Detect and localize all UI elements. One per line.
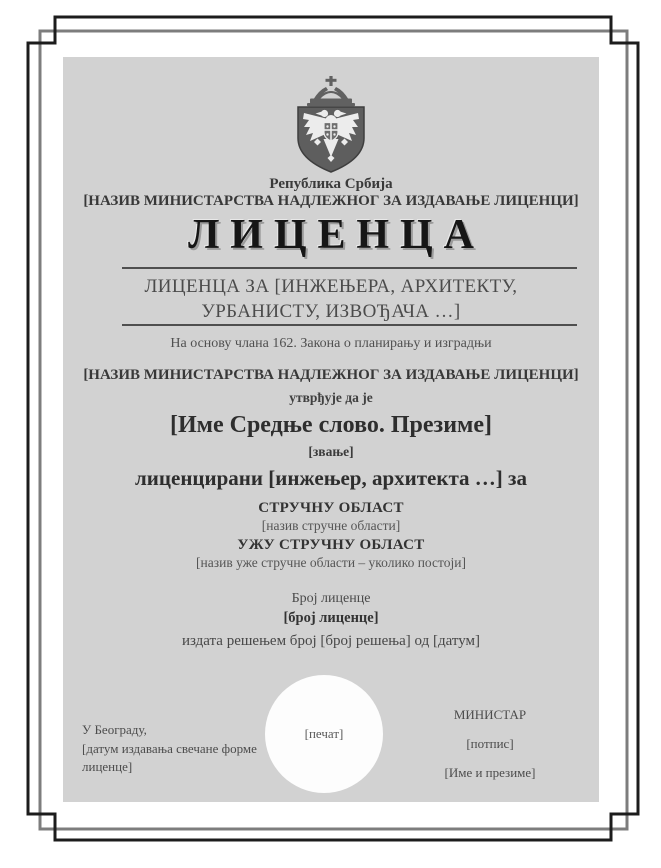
serbia-coat-of-arms-icon <box>276 76 386 180</box>
degree-placeholder: [звање] <box>308 444 354 459</box>
declaration-line: утврђује да је <box>289 390 373 405</box>
narrow-field-placeholder: [назив уже стручне области – уколико постоји] <box>196 555 466 570</box>
place-line: У Београду, <box>82 722 147 737</box>
place-and-date-block <box>82 721 260 777</box>
official-seal-area <box>265 675 383 793</box>
decision-reference-line: издата решењем број [број решења] од [датум] <box>181 633 481 649</box>
seal-placeholder: [печат] <box>304 726 344 741</box>
legal-basis-line: На основу члана 162. Закона о планирању и изградњи <box>170 336 492 351</box>
license-number-placeholder: [број лиценце] <box>283 610 379 626</box>
licensed-profession-line: лиценцирани [инжењер, архитекта …] за <box>135 466 527 490</box>
minister-label: МИНИСТАР <box>453 707 527 722</box>
subtitle-line-1: ЛИЦЕНЦА ЗА [ИНЖЕЊЕРА, АРХИТЕКТУ, <box>144 276 518 297</box>
minister-signature-block <box>405 707 575 794</box>
ministry-name-placeholder: [НАЗИВ МИНИСТАРСТВА НАДЛЕЖНОГ ЗА ИЗДАВАЊЕ ЛИЦЕНЦИ] <box>83 193 579 209</box>
divider-line-top <box>122 267 577 269</box>
professional-field-heading: СТРУЧНУ ОБЛАСТ <box>258 500 404 516</box>
narrow-field-heading: УЖУ СТРУЧНУ ОБЛАСТ <box>237 537 425 553</box>
document-title: ЛИЦЕНЦА <box>188 212 485 258</box>
signature-placeholder: [потпис] <box>466 736 514 751</box>
holder-name-placeholder: [Име Средње слово. Презиме] <box>169 412 493 438</box>
professional-field-placeholder: [назив стручне области] <box>261 518 401 533</box>
document-subtitle <box>63 274 599 324</box>
country-name: Република Србија <box>269 176 393 192</box>
divider-line-bottom <box>122 324 577 326</box>
minister-name-placeholder: [Име и презиме] <box>444 765 536 780</box>
subtitle-line-2: УРБАНИСТУ, ИЗВОЂАЧА …] <box>201 301 461 322</box>
issuer-name-placeholder: [НАЗИВ МИНИСТАРСТВА НАДЛЕЖНОГ ЗА ИЗДАВАЊЕ ЛИЦЕНЦИ] <box>83 367 579 383</box>
license-number-label: Број лиценце <box>291 591 371 606</box>
issue-date-placeholder: [датум издавања свечане форме лиценце] <box>82 740 257 774</box>
